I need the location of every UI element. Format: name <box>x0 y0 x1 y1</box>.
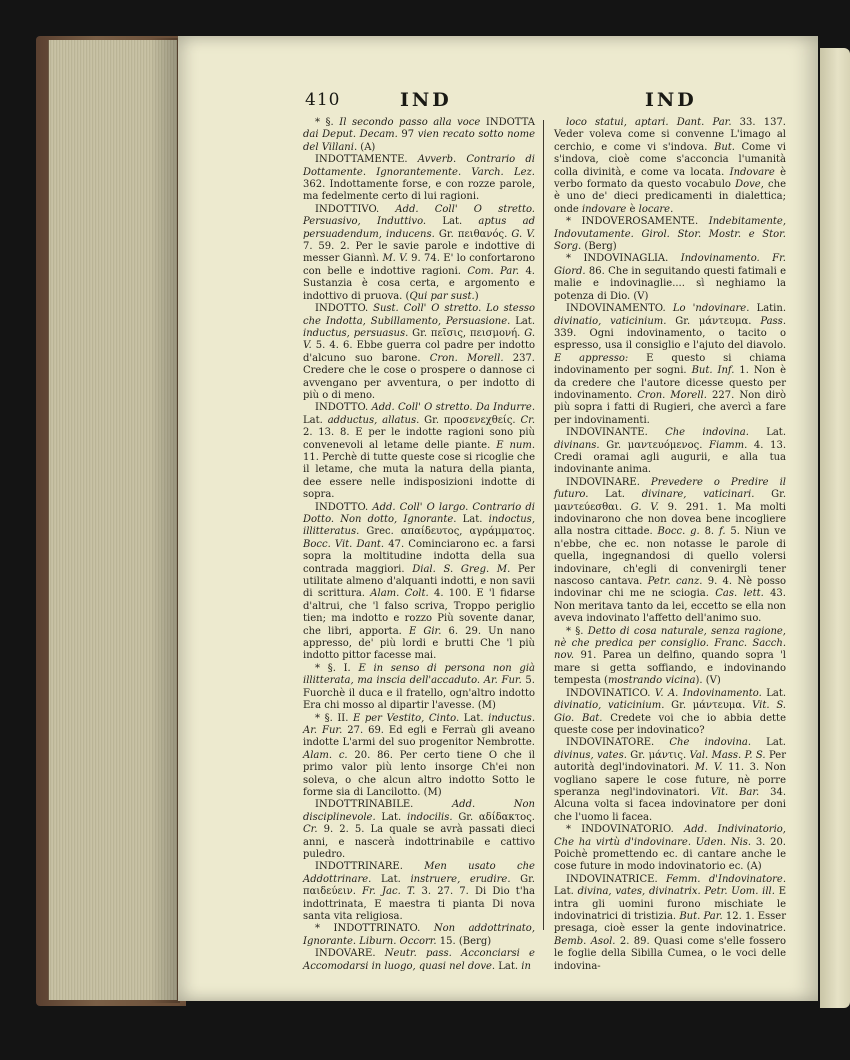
dictionary-entry: INDOTTAMENTE. Avverb. Contrario di Dottamente. Ignorantemente. Varch. Lez. 362. Indottamente forse, e con rozze parole, ma fedelmente certo di lui ragioni. <box>303 154 535 203</box>
right-text-column <box>554 117 787 972</box>
dictionary-entry: INDOTTO. Add. Coll' O largo. Contrario di Dotto. Non dotto, Ignorante. Lat. indoctus, illitteratus. Grec. απαίδευτος, αγράμματος. Bocc. Vit. Dant. 47. Cominciarono ec. a farsi sopra la moltitudine indotta della sua contrada maggiori. Dial. S. Greg. M. Per utilitate almeno d'alquanti indotti, e non savii di scrittura. Alam. Colt. 4. 100. E 'l fidarse d'altrui, che 'l falso scriva, Troppo periglio tien; ma indotto e rozzo Più sovente danar, che libri, apporta. E Gir. 6. 29. Un nano appresso, de' più lordi e brutti Che 'l più indotto pittor facesse mai. <box>303 501 536 662</box>
dictionary-entry: INDOTTRINARE. Men usato che Addottrinare. Lat. instruere, erudire. Gr. παιδεύειν. Fr. Jac. T. 3. 27. 7. Di Dio t'ha indottrinata, E maestra ti pianta Di nova santa vita religiosa. <box>303 861 535 922</box>
dictionary-entry: loco statui, aptari. Dant. Par. 33. 137. Veder voleva come si convenne L'imago al cerchio, e come vi s'indova. But. Come vi s'indova, cioè come s'acconcia l'umanità colla divinità, e come va locata. Indovare è verbo formato da questo vocabulo Dove, che è uno de' dieci predicamenti in dialettica; onde indovare è locare. <box>554 117 786 215</box>
dictionary-entry: INDOTTRINABILE. Add. Non disciplinevole. Lat. indocilis. Gr. αδίδακτος. Cr. 9. 2. 5. La quale se avrà passati dieci anni, e nascerà indottrinabile e cattivo puledro. <box>303 799 535 860</box>
dictionary-entry: INDOTTO. Sust. Coll' O stretto. Lo stesso che Indotta, Subillamento, Persuasione. Lat. inductus, persuasus. Gr. πεῖσις, πεισμονή. G. V. 5. 4. 6. Ebbe guerra col padre per indotto d'alcuno suo barone. Cron. Morell. 237. Credere che le cose o prospere o dannose ci avvengano per avventura, o per indotto di più o di meno. <box>303 303 535 401</box>
dictionary-entry: INDOVINATORE. Che indovina. Lat. divinus, vates. Gr. μάντις. Val. Mass. P. S. Per autorità degl'indovinatori. M. V. 11. 3. Non vogliano sapere le cose future, nè porre speranza negl'indovinatori. Vit. Bar. 34. Alcuna volta si facea indovinatore per doni che l'uomo li facea. <box>554 737 786 823</box>
dictionary-entry: INDOTTIVO. Add. Coll' O stretto. Persuasivo, Induttivo. Lat. aptus ad persuadendum, inducens. Gr. πειθανός. G. V. 7. 59. 2. Per le savie parole e indottive di messer Giannì. M. V. 9. 74. E' lo confortarono con belle e indottive ragioni. Com. Par. 4. Sustanzia è cosa certa, e argomento e indottivo di pruova. (Qui par sust.) <box>303 203 535 302</box>
left-text-column <box>303 117 536 972</box>
dictionary-entry: * §. Il secondo passo alla voce INDOTTA dai Deput. Decam. 97 vien recato sotto nome del Villani. (A) <box>303 117 535 153</box>
page-stack-shadow <box>150 38 180 1003</box>
dictionary-entry: INDOTTO. Add. Coll' O stretto. Da Indurre. Lat. adductus, allatus. Gr. προσενεχθείς. Cr. 2. 13. 8. E per le indotte ragioni sono più convenevoli al letame delle piante. E num. 11. Perchè di tutte queste cose si ricoglie che il letame, che muta la natura della pianta, dee essere nelle indisposizioni indotte di sopra. <box>303 402 536 501</box>
dictionary-entry: * INDOVINATORIO. Add. Indivinatorio, Che ha virtù d'indovinare. Uden. Nis. 3. 20. Poichè promettendo ec. di cantare anche le cose future in modo indovinatorio ec. (A) <box>554 824 786 873</box>
dictionary-entry: * INDOVINAGLIA. Indovinamento. Fr. Giord. 86. Che in seguitando questi fatimali e malie e indovinaglie.... sì neghiamo la potenza di Dio. (V) <box>554 253 786 302</box>
facing-page-edge <box>820 48 850 1008</box>
dictionary-entry: INDOVINAMENTO. Lo 'ndovinare. Latin. divinatio, vaticinium. Gr. μάντευμα. Pass. 339. Ogni indovinamento, o tacito o espresso, usa il consiglio e l'ajuto del diavolo. E appresso: E questo si chiama indovinamento per sogni. But. Inf. 1. Non è da credere che l'autore dicesse questo per indovinamento. Cron. Morell. 227. Non dirò più sopra i fatti di Rugieri, che avercì a fare per indovinamenti. <box>554 303 787 426</box>
dictionary-entry: * §. I. E in senso di persona non già illitterata, ma inscia dell'accaduto. Ar. Fur. 5. Fuorchè il duca e il fratello, ogn'altro indotto Era chi mosso al dipartir l'avesse. (M) <box>303 662 535 712</box>
dictionary-entry: INDOVINARE. Prevedere o Predire il futuro. Lat. divinare, vaticinari. Gr. μαντεύεσθαι. G. V. 9. 291. 1. Ma molti indovinarono che non dovea bene incogliere alla nostra cittade. Bocc. g. 8. f. 5. Niun ve n'ebbe, che ec. non notasse le parole di quella, ingegnandosi di quello volersi indovinare, ch'egli di convenirgli tener nascoso cantava. Petr. canz. 9. 4. Nè posso indovinar chi me ne sciogia. Cas. lett. 43. Non meritava tanto da lei, eccetto se ella non aveva indovinato l'affetto dell'animo suo. <box>554 476 786 625</box>
dictionary-entry: INDOVINATICO. V. A. Indovinamento. Lat. divinatio, vaticinium. Gr. μάντευμα. Vit. S. Gio. Bat. Credete voi che io abbia dette queste cose per indovinatico? <box>554 687 787 736</box>
dictionary-entry: * INDOVEROSAMENTE. Indebitamente, Indovutamente. Girol. Stor. Mostr. e Stor. Sorg. (Berg) <box>554 216 786 253</box>
running-head-left: IND <box>400 89 452 111</box>
dictionary-entry: INDOVARE. Neutr. pass. Acconciarsi e Accomodarsi in luogo, quasi nel dove. Lat. in <box>303 948 535 972</box>
dictionary-entry: INDOVINATRICE. Femm. d'Indovinatore. Lat. divina, vates, divinatrix. Petr. Uom. ill. E intra gli uomini furono mischiate le indovinatrici di tristizia. But. Par. 12. 1. Esser presaga, cioè esser la gente indovinatrice. Bemb. Asol. 2. 89. Quasi come s'elle fossero le foglie della Sibilla Cumea, o le voci delle indovina- <box>554 873 787 972</box>
dictionary-entry: INDOVINANTE. Che indovina. Lat. divinans. Gr. μαντευόμενος. Fiamm. 4. 13. Credi oramai agli augurii, e alla tua indovinante anima. <box>554 427 787 476</box>
dictionary-entry: * INDOTTRINATO. Non addottrinato, Ignorante. Liburn. Occorr. 15. (Berg) <box>303 923 535 947</box>
page-number: 410 <box>305 90 341 110</box>
column-divider <box>543 120 544 930</box>
dictionary-entry: * §. Detto di cosa naturale, senza ragione, nè che predica per consiglio. Franc. Sacch. nov. 91. Parea un delfino, quando sopra 'l mare si getta soffiando, e indovinando tempesta (mostrando vicina). (V) <box>554 625 786 687</box>
running-head-right: IND <box>645 89 697 111</box>
dictionary-entry: * §. II. E per Vestito, Cinto. Lat. inductus. Ar. Fur. 27. 69. Ed egli e Ferraù gli aveano indotte L'armi del suo progenitor Nembrotte. Alam. c. 20. 86. Per certo tiene O che il primo valor più lento insorge Ch'ei non soleva, o che alcun altro indotto Sotto le forme sia di Lancilotto. (M) <box>303 712 536 798</box>
